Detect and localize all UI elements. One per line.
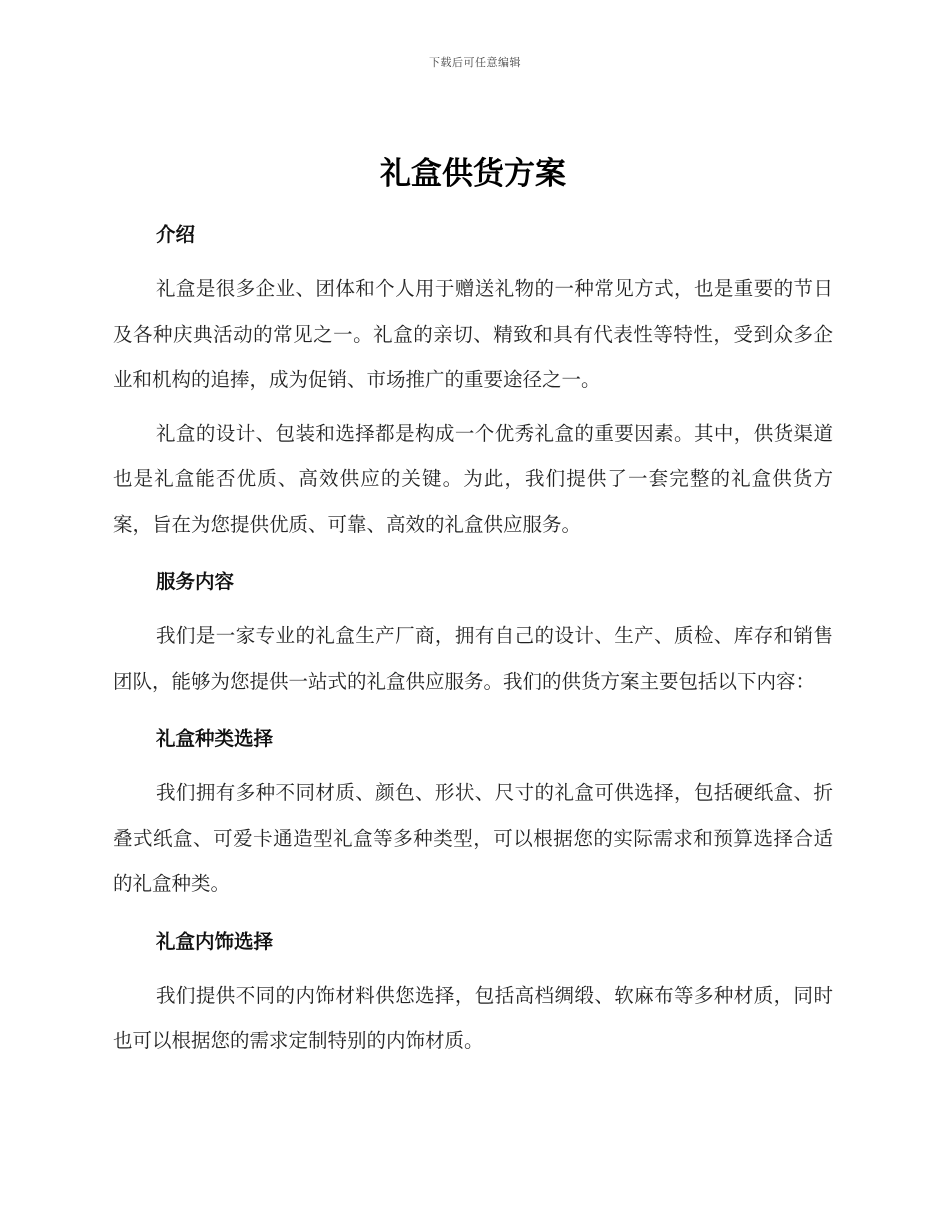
section-heading: 服务内容	[156, 570, 235, 593]
section-heading: 礼盒种类选择	[156, 727, 274, 750]
section-service-content	[113, 559, 833, 704]
paragraph: 礼盒是很多企业、团体和个人用于赠送礼物的一种常见方式，也是重要的节日及各种庆典活动的常见之一。礼盒的亲切、精致和具有代表性等特性，受到众多企业和机构的追捧，成为促销、市场推广的重要途径之一。	[113, 277, 833, 391]
paragraph: 我们拥有多种不同材质、颜色、形状、尺寸的礼盒可供选择，包括硬纸盒、折叠式纸盒、可爱卡通造型礼盒等多种类型，可以根据您的实际需求和预算选择合适的礼盒种类。	[113, 781, 833, 895]
section-heading: 介绍	[156, 223, 196, 246]
page-header-note: 下载后可任意编辑	[429, 56, 521, 69]
document-body	[113, 150, 833, 1064]
paragraph: 礼盒的设计、包装和选择都是构成一个优秀礼盒的重要因素。其中，供货渠道也是礼盒能否优质、高效供应的关键。为此，我们提供了一套完整的礼盒供货方案，旨在为您提供优质、可靠、高效的礼盒供应服务。	[113, 421, 833, 536]
section-introduction	[113, 212, 833, 547]
section-interior-selection	[113, 919, 833, 1064]
section-heading: 礼盒内饰选择	[156, 929, 274, 953]
paragraph: 我们提供不同的内饰材料供您选择，包括高档绸缎、软麻布等多种材质，同时也可以根据您的需求定制特别的内饰材质。	[113, 983, 833, 1052]
section-box-type-selection	[113, 716, 833, 907]
paragraph: 我们是一家专业的礼盒生产厂商，拥有自己的设计、生产、质检、库存和销售团队，能够为您提供一站式的礼盒供应服务。我们的供货方案主要包括以下内容：	[113, 624, 833, 693]
document-title: 礼盒供货方案	[380, 156, 566, 192]
